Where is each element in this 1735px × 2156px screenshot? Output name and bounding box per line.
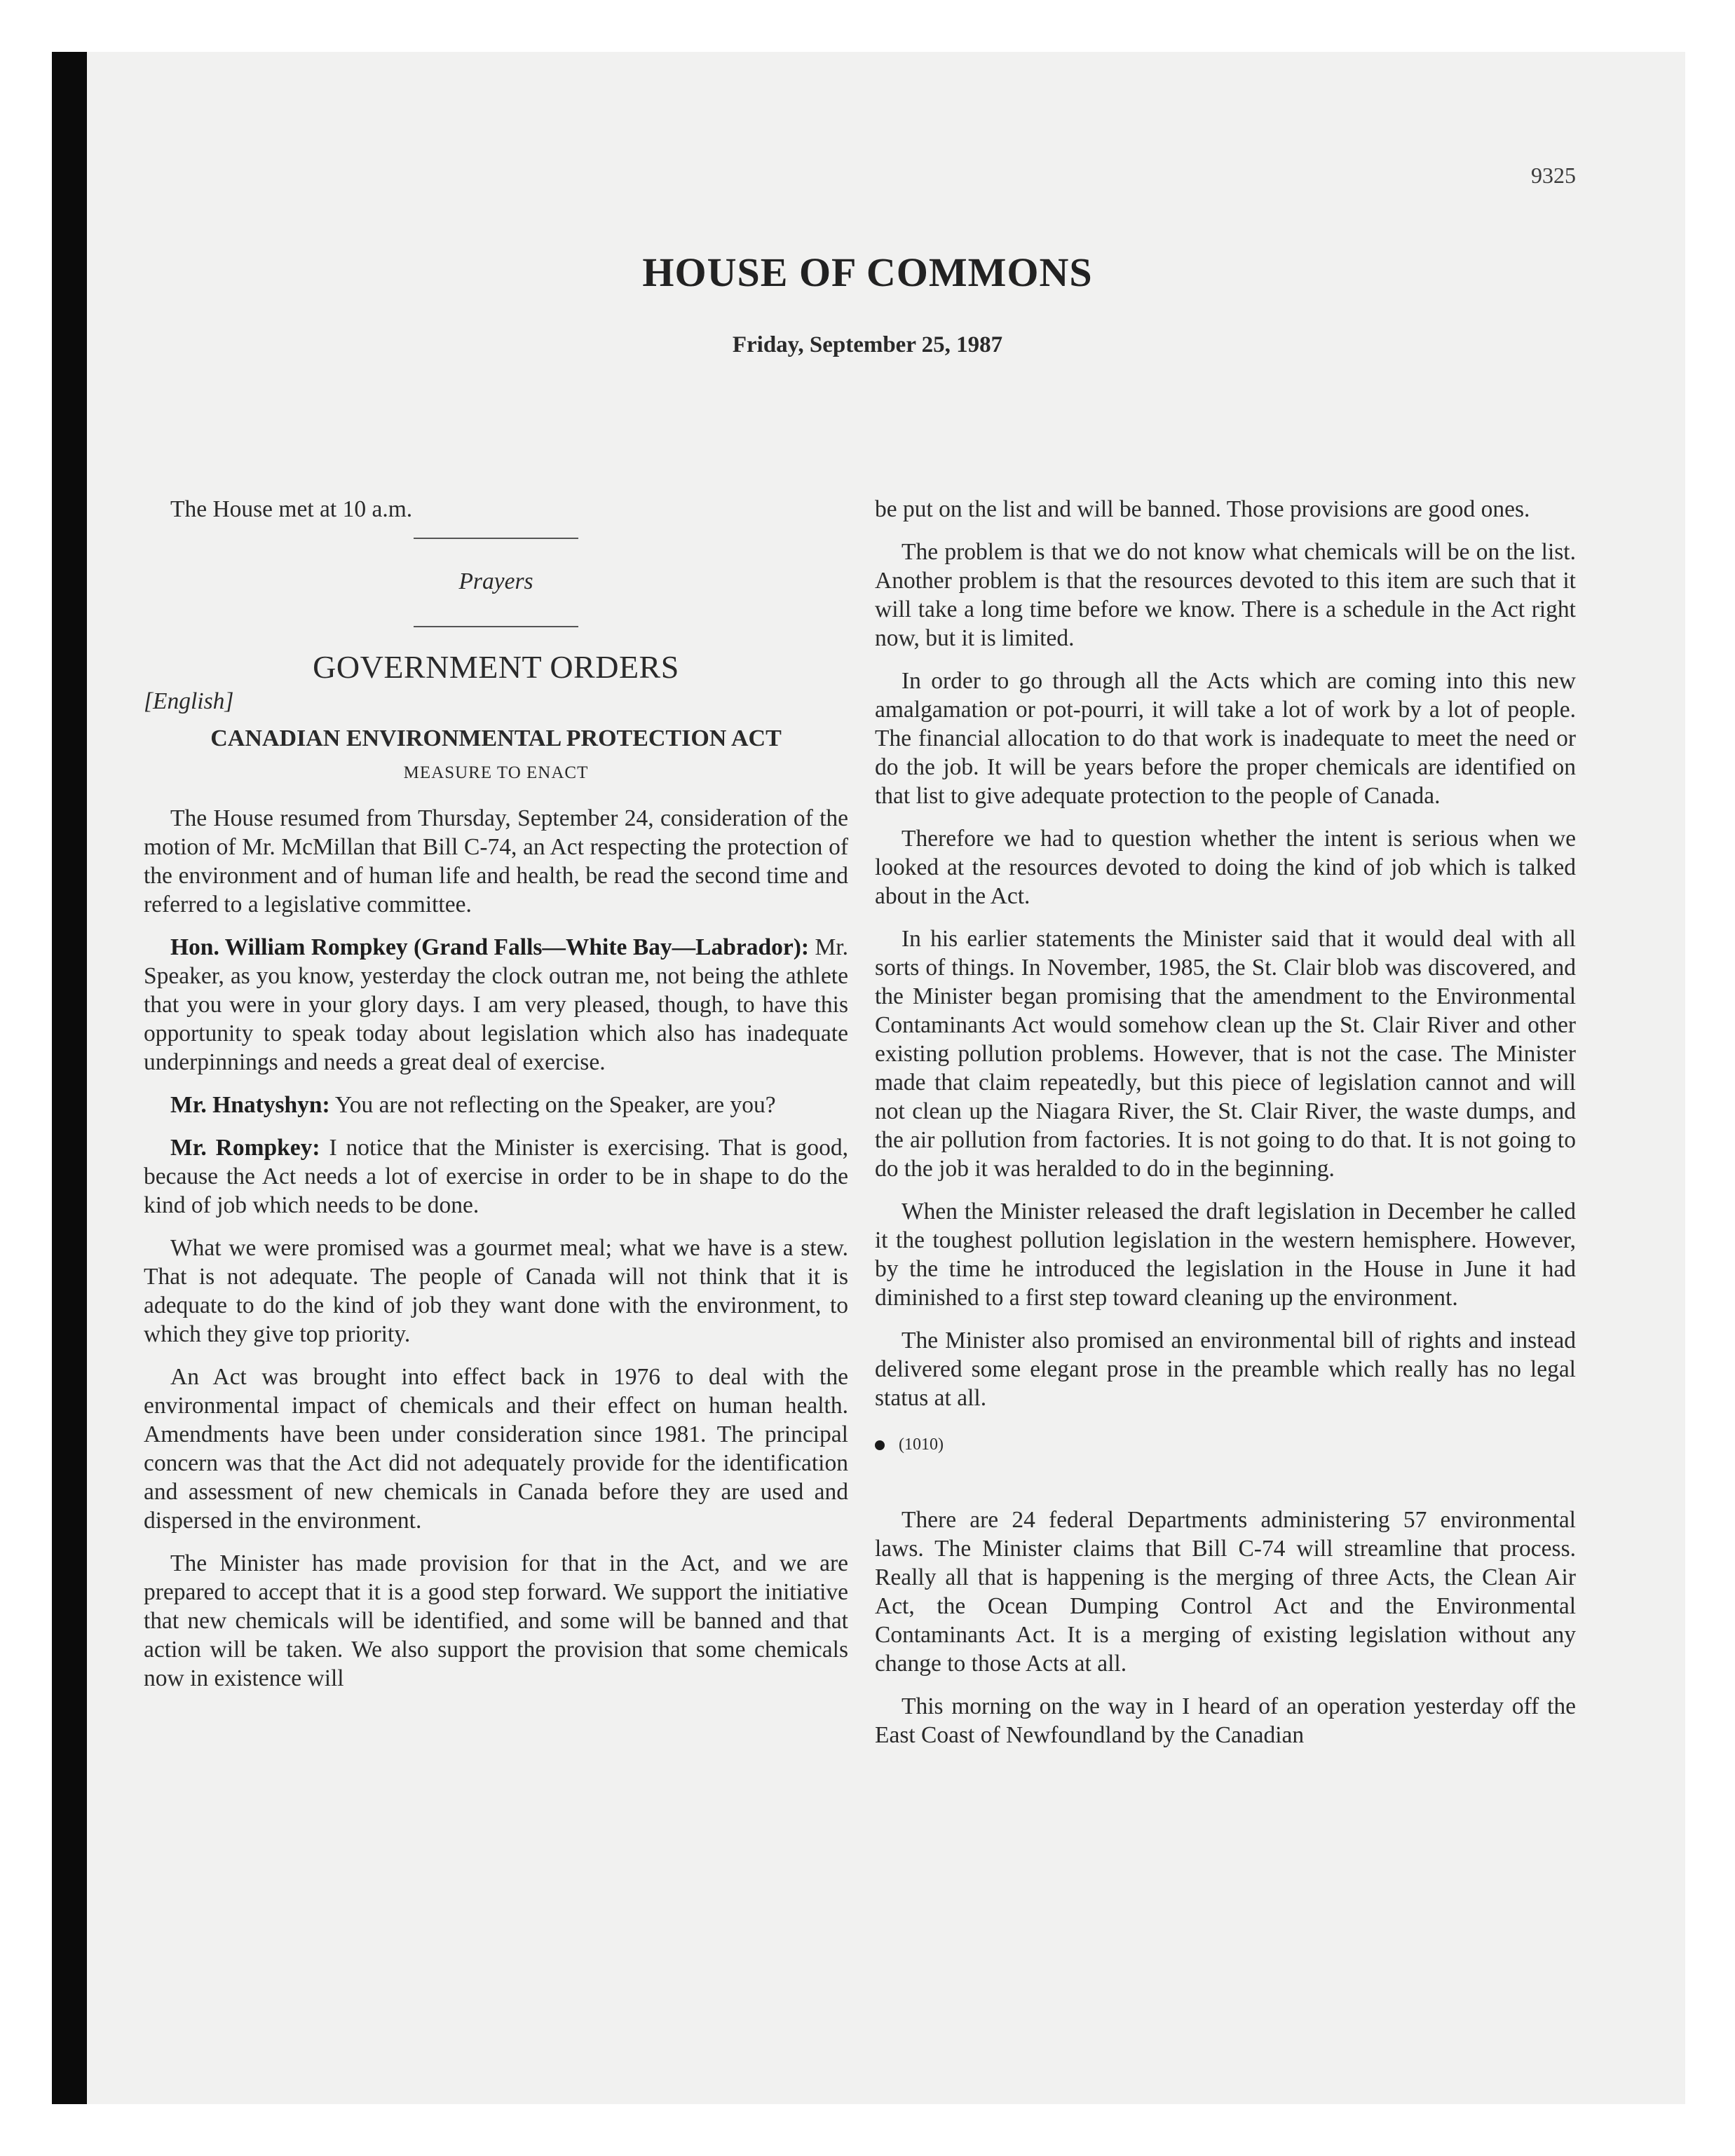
paragraph: Therefore we had to question whether the intent is serious when we looked at the resources devoted to doing the kind of job which is talked about in the Act. xyxy=(875,826,1576,909)
bill-subtitle: MEASURE TO ENACT xyxy=(403,763,589,782)
speaker-name: Mr. Hnatyshyn: xyxy=(170,1092,330,1118)
paragraph: The House resumed from Thursday, September 24, consideration of the motion of Mr. McMillan that Bill C-74, an Act respecting the protection of the environment and of human life and health, be read the second time and referred to a legislative committee. xyxy=(144,805,848,917)
right-column xyxy=(875,495,1576,1763)
bullet-icon xyxy=(875,1440,885,1450)
paragraph: In order to go through all the Acts which are coming into this new amalgamation or pot-pourri, it will take a lot of work by a lot of people. The financial allocation to do that work is inadequate to meet the need or do the job. It will be years before the proper chemicals are identified on that list to give adequate protection to the people of Canada. xyxy=(875,668,1576,809)
speech-paragraph xyxy=(144,1133,848,1220)
paragraph: The Minister also promised an environmental bill of rights and instead delivered some elegant prose in the preamble which really has no legal status at all. xyxy=(875,1328,1576,1411)
binding-edge xyxy=(52,52,87,2104)
paragraph: An Act was brought into effect back in 1976 to deal with the environmental impact of chemicals and their effect on human health. Amendments have been under consideration since 1981. The principal concern was that the Act did not adequately provide for the identification and assessment of new chemicals in Canada before they are used and dispersed in the environment. xyxy=(144,1364,848,1534)
timestamp-text: (1010) xyxy=(899,1435,944,1454)
speech-text: Mr. Speaker, as you know, yesterday the clock outran me, not being the athlete that you were in your glory days. I am very pleased, though, to have this opportunity to speak today about legislation which also has inadequate underpinnings and needs a great deal of exercise. xyxy=(144,934,848,1075)
language-marker: [English] xyxy=(144,688,234,714)
speech-paragraph xyxy=(144,1091,848,1119)
paragraph: The problem is that we do not know what chemicals will be on the list. Another problem is that the resources devoted to this item are such that it will take a long time before we know. There is a schedule in the Act right now, but it is limited. xyxy=(875,539,1576,651)
paragraph: When the Minister released the draft legislation in December he called it the toughest pollution legislation in the western hemisphere. However, by the time he introduced the legislation in the House in June it had diminished to a first step toward cleaning up the environment. xyxy=(875,1199,1576,1311)
divider-rule xyxy=(414,538,578,539)
bill-title: CANADIAN ENVIRONMENTAL PROTECTION ACT xyxy=(210,725,782,751)
speaker-name: Hon. William Rompkey (Grand Falls—White Bay—Labrador): xyxy=(170,934,810,960)
speaker-name: Mr. Rompkey: xyxy=(170,1135,320,1161)
paragraph: The Minister has made provision for that in the Act, and we are prepared to accept that it is a good step forward. We support the initiative that new chemicals will be identified, and some will be banned and that action will be taken. We also support the provision that some chemicals now in existence will xyxy=(144,1550,848,1691)
paragraph: be put on the list and will be banned. Those provisions are good ones. xyxy=(875,496,1530,522)
speech-paragraph xyxy=(144,933,848,1077)
speech-text: I notice that the Minister is exercising. That is good, because the Act needs a lot of exercise in order to be in shape to do the kind of job which needs to be done. xyxy=(144,1135,848,1218)
page-title: HOUSE OF COMMONS xyxy=(642,250,1093,295)
timestamp-marker xyxy=(875,1431,1576,1459)
section-heading: GOVERNMENT ORDERS xyxy=(313,649,679,685)
paragraph: What we were promised was a gourmet meal; what we have is a stew. That is not adequate. The people of Canada will not think that it is adequate to do the kind of job they want done with the environment, to which they give top priority. xyxy=(144,1235,848,1347)
page-number: 9325 xyxy=(1531,163,1576,188)
sitting-opened-text: The House met at 10 a.m. xyxy=(170,496,413,522)
speech-text: You are not reflecting on the Speaker, are you? xyxy=(329,1092,776,1118)
paragraph: In his earlier statements the Minister said that it would deal with all sorts of things. In November, 1985, the St. Clair blob was discovered, and the Minister began promising that the amendment to the Environmental Contaminants Act would somehow clean up the St. Clair River and other existing pollution problems. However, that is not the case. The Minister made that claim repeatedly, but this piece of legislation cannot and will not clean up the Niagara River, the St. Clair River, the waste dumps, and the air pollution from factories. It is not going to do that. It is not going to do the job it was heralded to do in the beginning. xyxy=(875,926,1576,1182)
sitting-date: Friday, September 25, 1987 xyxy=(732,332,1003,357)
divider-rule xyxy=(414,626,578,627)
paragraph: There are 24 federal Departments administering 57 environmental laws. The Minister claims that Bill C-74 will streamline that process. Really all that is happening is the merging of three Acts, the Clean Air Act, the Ocean Dumping Control Act and the Environmental Contaminants Act. It is a merging of existing legislation without any change to those Acts at all. xyxy=(875,1507,1576,1677)
paragraph: This morning on the way in I heard of an operation yesterday off the East Coast of Newfoundland by the Canadian xyxy=(875,1693,1576,1748)
left-column xyxy=(144,495,848,1707)
prayers-heading: Prayers xyxy=(458,568,533,594)
